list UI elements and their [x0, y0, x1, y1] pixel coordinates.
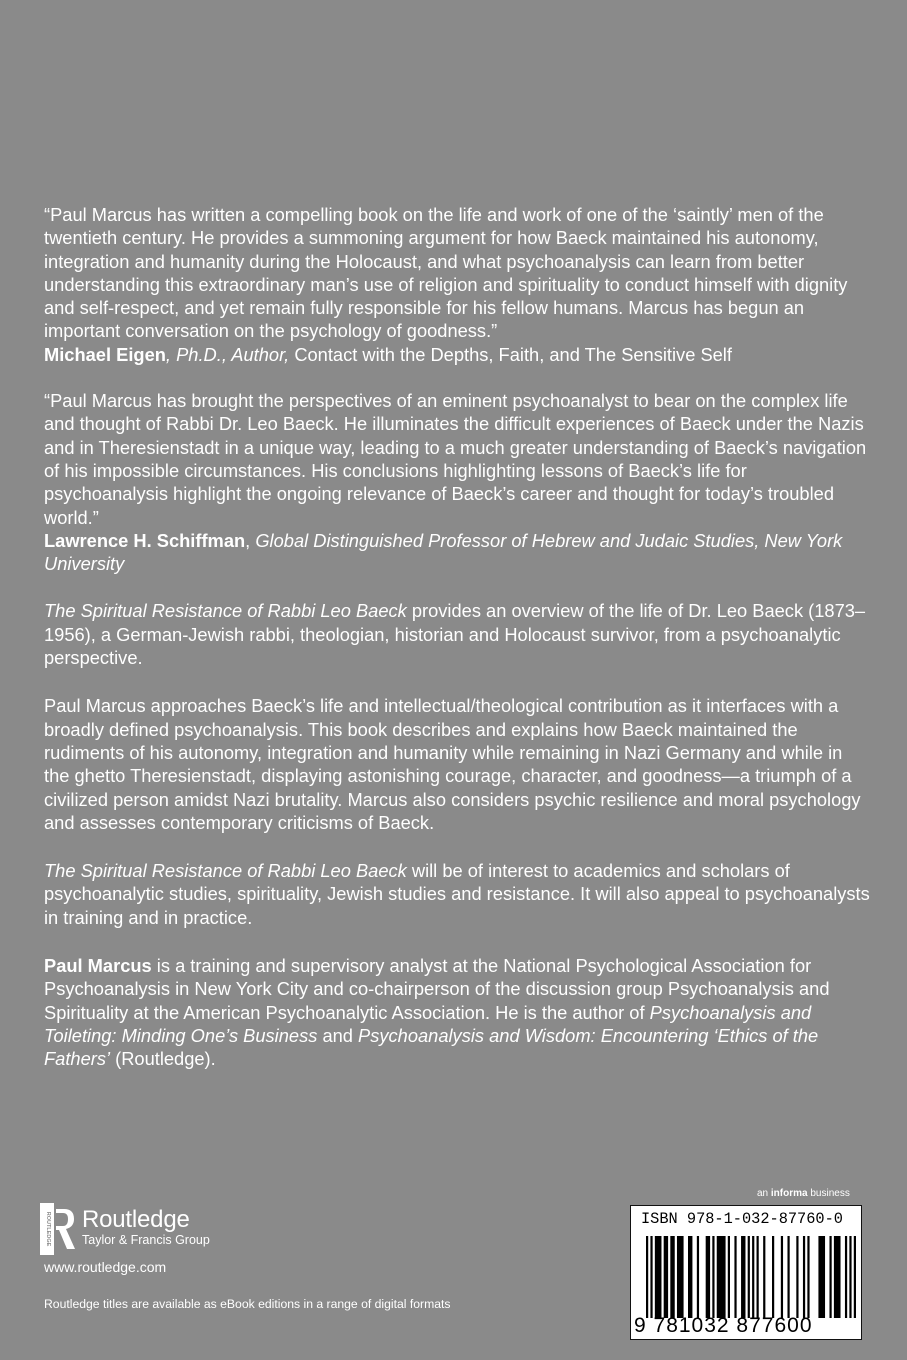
attribution-separator: ,	[245, 529, 256, 551]
endorser-name: Lawrence H. Schiffman	[44, 529, 246, 551]
description-paragraph-2	[44, 694, 870, 834]
barcode-bar	[818, 1236, 825, 1318]
endorser-credentials: Global Distinguished Professor of Hebrew and Judaic Studies, New York University	[44, 529, 843, 575]
barcode-bar	[849, 1236, 851, 1318]
barcode-bar	[728, 1236, 730, 1318]
attribution-separator: ,	[165, 343, 177, 365]
back-cover-text	[44, 203, 870, 1096]
publisher-group: Taylor & Francis Group	[82, 1233, 210, 1247]
barcode-bar	[752, 1236, 754, 1318]
bio-text: is a training and supervisory analyst at the National Psychological Association for Psychoanalysis in New York City and co-chairperson of the discussion group Psychoanalysis and Spirituality at the American Psychoanalytic Association. He is the author of	[44, 955, 830, 1023]
barcode-bar	[741, 1236, 745, 1318]
endorser-name: Michael Eigen	[44, 343, 166, 365]
barcode-bar	[787, 1236, 789, 1318]
ean-number: 9 781032 877600	[634, 1314, 813, 1337]
barcode-bar	[664, 1236, 668, 1318]
book-title: The Spiritual Resistance of Rabbi Leo Baeck	[44, 600, 407, 622]
isbn-barcode	[630, 1205, 862, 1340]
barcode-bar	[772, 1236, 774, 1318]
barcode-bars	[646, 1236, 856, 1318]
barcode-bar	[697, 1236, 699, 1318]
description-paragraph-1	[44, 599, 870, 669]
logo-vertical-text: ROUTLEDGE	[45, 1211, 51, 1247]
bio-text: (Routledge).	[110, 1048, 216, 1070]
endorsement-attribution	[44, 343, 870, 366]
description-text: Paul Marcus approaches Baeck’s life and intellectual/theological contribution as it interfaces with a broadly defined psychoanalysis. This book describes and explains how Baeck maintained the rudiments of his autonomy, integration and humanity while remaining in Nazi Germany and while in the ghetto Theresienstadt, displaying astonishing courage, character, and goodness—a triumph of a civilized person amidst Nazi brutality. Marcus also considers psychic resilience and moral psychology and assesses contemporary criticisms of Baeck.	[44, 695, 861, 833]
informa-tagline	[757, 1188, 850, 1200]
description-text: provides an overview of the life of Dr. Leo Baeck (1873–1956), a German-Jewish rabbi, theologian, historian and Holocaust survivor, from a psychoanalytic perspective.	[44, 600, 866, 669]
endorsement-eigen	[44, 203, 870, 366]
barcode-bar	[717, 1236, 726, 1318]
publisher-url[interactable]: www.routledge.com	[44, 1259, 167, 1275]
informa-prefix: an	[757, 1188, 771, 1199]
barcode-bar	[781, 1236, 783, 1318]
description-text: will be of interest to academics and scholars of psychoanalytic studies, spirituality, Jewish studies and resistance. It will also appeal to psychoanalysts in training and in practice.	[44, 860, 870, 928]
informa-suffix: business	[807, 1188, 850, 1199]
informa-brand: informa	[770, 1188, 808, 1199]
endorsement-quote: “Paul Marcus has written a compelling book on the life and work of one of the ‘saintly’ men of the twentieth century. He provides a summoning argument for how Baeck maintained his autonomy, integration and humanity during the Holocaust, and what psychoanalysis can learn from better understanding this extraordinary man’s use of religion and spirituality to conduct himself with dignity and self-respect, and yet remain fully responsible for his fellow humans. Marcus has begun an important conversation on the psychology of goodness.”	[44, 204, 848, 342]
endorser-credentials: Ph.D., Author,	[176, 343, 290, 365]
publisher-name: Routledge	[82, 1206, 190, 1233]
endorsement-quote: “Paul Marcus has brought the perspectives of an eminent psychoanalyst to bear on the complex life and thought of Rabbi Dr. Leo Baeck. He illuminates the difficult experiences of Baeck under the Nazis and in Theresienstadt in a unique way, leading to a much greater understanding of Baeck’s navigation of his impossible circumstances. His conclusions highlighting lessons of Baeck’s life for psychoanalysis highlight the ongoing relevance of Baeck’s career and thought for today’s troubled world.”	[44, 390, 867, 528]
barcode-bar	[712, 1236, 714, 1318]
endorser-works: Contact with the Depths, Faith, and The Sensitive Self	[289, 343, 732, 365]
barcode-bar	[655, 1236, 662, 1318]
barcode-bar	[646, 1236, 648, 1318]
isbn-label: ISBN 978-1-032-87760-0	[641, 1210, 843, 1228]
book-title: The Spiritual Resistance of Rabbi Leo Baeck	[44, 860, 407, 882]
barcode-bar	[834, 1236, 841, 1318]
description-paragraph-3	[44, 859, 870, 929]
barcode-bar	[807, 1236, 809, 1318]
barcode-bar	[677, 1236, 684, 1318]
barcode-bar	[650, 1236, 652, 1318]
barcode-bar	[845, 1236, 847, 1318]
barcode-bar	[706, 1236, 710, 1318]
barcode-bar	[757, 1236, 759, 1318]
publisher-block	[40, 1203, 210, 1255]
barcode-bar	[734, 1236, 736, 1318]
barcode-bar	[763, 1236, 765, 1318]
author-book-2: Psychoanalysis and Wisdom: Encountering ‘Ethics of the Fathers’	[44, 1024, 819, 1070]
author-bio	[44, 954, 870, 1070]
endorsement-schiffman	[44, 389, 870, 575]
barcode-bar	[854, 1236, 856, 1318]
endorsement-attribution	[44, 529, 870, 576]
barcode-bar	[829, 1236, 831, 1318]
barcode-bar	[688, 1236, 692, 1318]
author-book-1: Psychoanalysis and Toileting: Minding One’s Business	[44, 1001, 812, 1046]
barcode-bar	[796, 1236, 798, 1318]
barcode-bar	[670, 1236, 674, 1318]
barcode-bar	[803, 1236, 805, 1318]
routledge-logo-icon	[40, 1203, 76, 1255]
bio-text: and	[317, 1024, 359, 1046]
barcode-bar	[748, 1236, 750, 1318]
author-name: Paul Marcus	[44, 955, 152, 977]
ebook-note: Routledge titles are available as eBook editions in a range of digital formats	[44, 1297, 451, 1311]
